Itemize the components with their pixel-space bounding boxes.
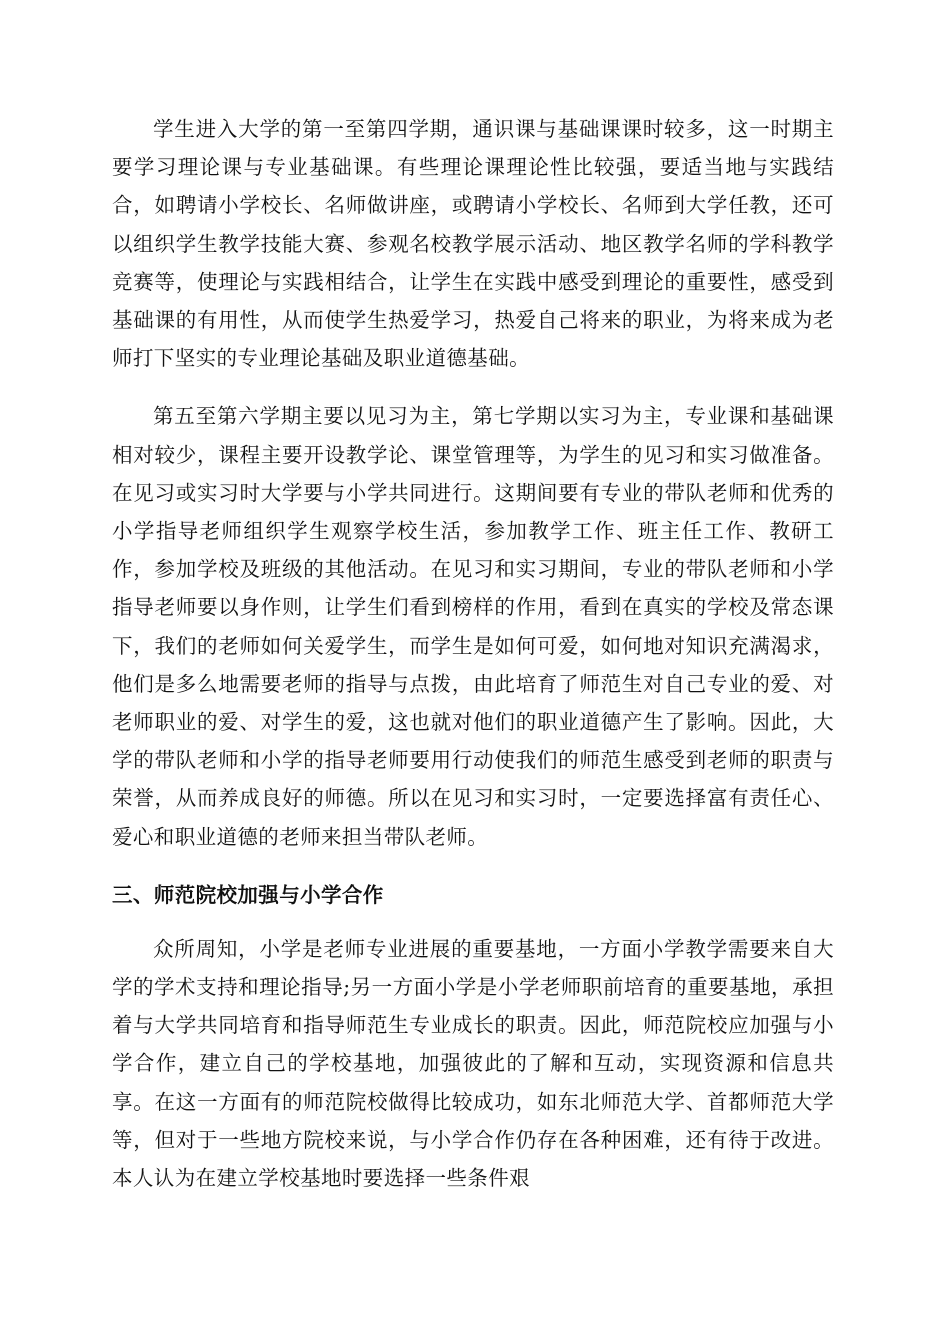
document-page: [112, 110, 834, 1230]
section-heading: 三、师范院校加强与小学合作: [112, 882, 384, 907]
paragraph-3: 众所周知，小学是老师专业进展的重要基地，一方面小学教学需要来自大学的学术支持和理论指导;另一方面小学是小学老师职前培育的重要基地，承担着与大学共同培育和指导师范生专业成长的职责。因此，师范院校应加强与小学合作，建立自己的学校基地，加强彼此的了解和互动，实现资源和信息共享。在这一方面有的师范院校做得比较成功，如东北师范大学、首都师范大学等，但对于一些地方院校来说，与小学合作仍存在各种困难，还有待于改进。本人认为在建立学校基地时要选择一些条件艰: [112, 936, 834, 1191]
paragraph-1: 学生进入大学的第一至第四学期，通识课与基础课课时较多，这一时期主要学习理论课与专业基础课。有些理论课理论性比较强，要适当地与实践结合，如聘请小学校长、名师做讲座，或聘请小学校长、名师到大学任教，还可以组织学生教学技能大赛、参观名校教学展示活动、地区教学名师的学科教学竞赛等，使理论与实践相结合，让学生在实践中感受到理论的重要性，感受到基础课的有用性，从而使学生热爱学习，热爱自己将来的职业，为将来成为老师打下坚实的专业理论基础及职业道德基础。: [112, 117, 834, 371]
paragraph-2: 第五至第六学期主要以见习为主，第七学期以实习为主，专业课和基础课相对较少，课程主要开设教学论、课堂管理等，为学生的见习和实习做准备。在见习或实习时大学要与小学共同进行。这期间要有专业的带队老师和优秀的小学指导老师组织学生观察学校生活，参加教学工作、班主任工作、教研工作，参加学校及班级的其他活动。在见习和实习期间，专业的带队老师和小学指导老师要以身作则，让学生们看到榜样的作用，看到在真实的学校及常态课下，我们的老师如何关爱学生，而学生是如何可爱，如何地对知识充满渴求，他们是多么地需要老师的指导与点拨，由此培育了师范生对自己专业的爱、对老师职业的爱、对学生的爱，这也就对他们的职业道德产生了影响。因此，大学的带队老师和小学的指导老师要用行动使我们的师范生感受到老师的职责与荣誉，从而养成良好的师德。所以在见习和实习时，一定要选择富有责任心、爱心和职业道德的老师来担当带队老师。: [112, 404, 834, 849]
